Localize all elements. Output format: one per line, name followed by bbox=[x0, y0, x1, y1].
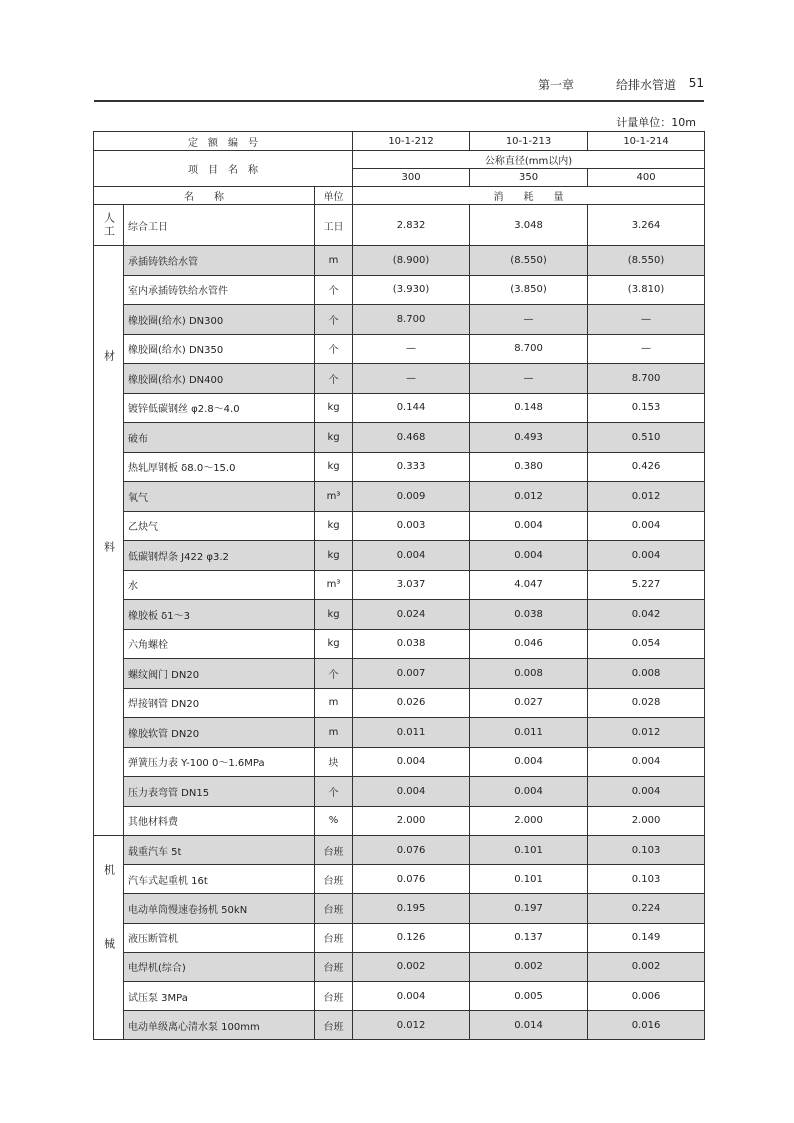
item-unit: kg bbox=[315, 511, 353, 541]
value-cell: 0.004 bbox=[588, 511, 705, 541]
value-cell: 0.153 bbox=[588, 393, 705, 423]
value-cell: 0.054 bbox=[588, 629, 705, 659]
page-header bbox=[94, 72, 704, 102]
table-row bbox=[94, 806, 705, 836]
item-name: 试压泵 3MPa bbox=[124, 981, 315, 1010]
value-cell: 0.493 bbox=[470, 423, 588, 453]
code-cell: 10-1-212 bbox=[353, 132, 470, 151]
value-cell: 0.012 bbox=[588, 718, 705, 748]
value-cell: — bbox=[353, 364, 470, 394]
table-row bbox=[94, 246, 705, 276]
value-cell: 0.197 bbox=[470, 894, 588, 923]
value-cell: 3.048 bbox=[470, 205, 588, 246]
table-row bbox=[94, 305, 705, 335]
value-cell: 0.004 bbox=[353, 777, 470, 807]
item-unit: kg bbox=[315, 629, 353, 659]
item-unit: 台班 bbox=[315, 981, 353, 1010]
value-cell: 0.101 bbox=[470, 865, 588, 894]
table-row bbox=[94, 600, 705, 630]
value-cell: 0.126 bbox=[353, 923, 470, 952]
table-row bbox=[94, 541, 705, 571]
value-cell: (8.900) bbox=[353, 246, 470, 276]
item-name: 焊接钢管 DN20 bbox=[124, 688, 315, 718]
value-cell: 0.027 bbox=[470, 688, 588, 718]
value-cell: 3.037 bbox=[353, 570, 470, 600]
value-cell: (3.930) bbox=[353, 275, 470, 305]
diameter-cell: 300 bbox=[353, 169, 470, 187]
item-unit: kg bbox=[315, 452, 353, 482]
item-unit: kg bbox=[315, 600, 353, 630]
item-unit: m³ bbox=[315, 482, 353, 512]
value-cell: 8.700 bbox=[588, 364, 705, 394]
quota-table bbox=[93, 131, 705, 1040]
value-cell: 0.426 bbox=[588, 452, 705, 482]
value-cell: 0.016 bbox=[588, 1011, 705, 1040]
table-row bbox=[94, 205, 705, 246]
item-unit: 个 bbox=[315, 305, 353, 335]
value-cell: 0.014 bbox=[470, 1011, 588, 1040]
value-cell: 0.076 bbox=[353, 865, 470, 894]
item-name: 乙炔气 bbox=[124, 511, 315, 541]
value-cell: 0.012 bbox=[353, 1011, 470, 1040]
value-cell: 0.046 bbox=[470, 629, 588, 659]
item-name: 电焊机(综合) bbox=[124, 952, 315, 981]
category-cell: 机械 bbox=[94, 836, 124, 1040]
table-row bbox=[94, 952, 705, 981]
item-unit: m bbox=[315, 718, 353, 748]
item-name: 压力表弯管 DN15 bbox=[124, 777, 315, 807]
item-name: 热轧厚钢板 δ8.0～15.0 bbox=[124, 452, 315, 482]
item-name: 其他材料费 bbox=[124, 806, 315, 836]
item-name: 室内承插铸铁给水管件 bbox=[124, 275, 315, 305]
table-row bbox=[94, 777, 705, 807]
value-cell: 0.038 bbox=[470, 600, 588, 630]
measure-unit: 计量单位：10m bbox=[616, 116, 696, 129]
item-unit: 台班 bbox=[315, 1011, 353, 1040]
value-cell: 0.026 bbox=[353, 688, 470, 718]
item-name: 汽车式起重机 16t bbox=[124, 865, 315, 894]
value-cell: 0.009 bbox=[353, 482, 470, 512]
value-cell: — bbox=[588, 305, 705, 335]
value-cell: 2.000 bbox=[470, 806, 588, 836]
item-name: 低碳钢焊条 J422 φ3.2 bbox=[124, 541, 315, 571]
value-cell: 0.224 bbox=[588, 894, 705, 923]
value-cell: 0.002 bbox=[353, 952, 470, 981]
value-cell: 0.004 bbox=[470, 747, 588, 777]
value-cell: 0.103 bbox=[588, 865, 705, 894]
item-unit: 台班 bbox=[315, 894, 353, 923]
table-row bbox=[94, 570, 705, 600]
chapter-label: 第一章 bbox=[537, 78, 574, 92]
table-row bbox=[94, 923, 705, 952]
item-unit: 块 bbox=[315, 747, 353, 777]
item-name: 电动单筒慢速卷扬机 50kN bbox=[124, 894, 315, 923]
value-cell: 0.005 bbox=[470, 981, 588, 1010]
item-unit: 台班 bbox=[315, 952, 353, 981]
value-cell: 0.137 bbox=[470, 923, 588, 952]
value-cell: 0.144 bbox=[353, 393, 470, 423]
table-row bbox=[94, 511, 705, 541]
item-name-label: 项 目 名 称 bbox=[94, 151, 353, 187]
item-name: 综合工日 bbox=[124, 205, 315, 246]
value-cell: 0.004 bbox=[353, 981, 470, 1010]
item-name: 承插铸铁给水管 bbox=[124, 246, 315, 276]
value-cell: 0.002 bbox=[470, 952, 588, 981]
value-cell: 0.004 bbox=[353, 541, 470, 571]
item-unit: % bbox=[315, 806, 353, 836]
value-cell: (3.810) bbox=[588, 275, 705, 305]
diameter-label: 公称直径(mm以内) bbox=[353, 151, 705, 169]
value-cell: 0.007 bbox=[353, 659, 470, 689]
value-cell: 0.101 bbox=[470, 836, 588, 865]
item-name: 镀锌低碳钢丝 φ2.8～4.0 bbox=[124, 393, 315, 423]
table-row bbox=[94, 364, 705, 394]
value-cell: 0.011 bbox=[470, 718, 588, 748]
value-cell: 0.012 bbox=[588, 482, 705, 512]
value-cell: 4.047 bbox=[470, 570, 588, 600]
item-unit: 个 bbox=[315, 364, 353, 394]
item-unit: 个 bbox=[315, 777, 353, 807]
value-cell: 0.008 bbox=[470, 659, 588, 689]
table-row bbox=[94, 482, 705, 512]
value-cell: 2.000 bbox=[353, 806, 470, 836]
item-name: 水 bbox=[124, 570, 315, 600]
chapter-title: 给排水管道 bbox=[615, 78, 676, 92]
item-unit: kg bbox=[315, 423, 353, 453]
item-name: 氧气 bbox=[124, 482, 315, 512]
column-header-row bbox=[94, 187, 705, 205]
item-name: 液压断管机 bbox=[124, 923, 315, 952]
item-unit: m bbox=[315, 688, 353, 718]
value-cell: — bbox=[470, 364, 588, 394]
value-cell: 2.832 bbox=[353, 205, 470, 246]
value-cell: 0.003 bbox=[353, 511, 470, 541]
table-row bbox=[94, 275, 705, 305]
item-name: 破布 bbox=[124, 423, 315, 453]
value-cell: 0.006 bbox=[588, 981, 705, 1010]
value-cell: 0.148 bbox=[470, 393, 588, 423]
table-row bbox=[94, 688, 705, 718]
table-row bbox=[94, 423, 705, 453]
table-row bbox=[94, 334, 705, 364]
value-cell: (3.850) bbox=[470, 275, 588, 305]
value-cell: 0.004 bbox=[470, 541, 588, 571]
item-name: 橡胶圈(给水) DN350 bbox=[124, 334, 315, 364]
item-name: 螺纹阀门 DN20 bbox=[124, 659, 315, 689]
unit-header: 单位 bbox=[315, 187, 353, 205]
item-unit: kg bbox=[315, 393, 353, 423]
value-cell: 0.195 bbox=[353, 894, 470, 923]
value-cell: — bbox=[470, 305, 588, 335]
item-unit: m bbox=[315, 246, 353, 276]
item-name: 橡胶软管 DN20 bbox=[124, 718, 315, 748]
value-cell: 0.004 bbox=[353, 747, 470, 777]
diameter-cell: 400 bbox=[588, 169, 705, 187]
value-cell: (8.550) bbox=[588, 246, 705, 276]
item-unit: 台班 bbox=[315, 923, 353, 952]
value-cell: 0.002 bbox=[588, 952, 705, 981]
table-row bbox=[94, 452, 705, 482]
value-cell: 8.700 bbox=[353, 305, 470, 335]
item-name-row bbox=[94, 151, 705, 169]
table-row bbox=[94, 836, 705, 865]
table-row bbox=[94, 894, 705, 923]
value-cell: 2.000 bbox=[588, 806, 705, 836]
quota-code-row bbox=[94, 132, 705, 151]
value-cell: 0.103 bbox=[588, 836, 705, 865]
table-row bbox=[94, 981, 705, 1010]
item-unit: 台班 bbox=[315, 865, 353, 894]
value-cell: — bbox=[588, 334, 705, 364]
value-cell: 0.004 bbox=[588, 747, 705, 777]
page-number: 51 bbox=[688, 76, 704, 90]
value-cell: 0.042 bbox=[588, 600, 705, 630]
value-cell: 0.004 bbox=[470, 511, 588, 541]
item-name: 橡胶板 δ1～3 bbox=[124, 600, 315, 630]
value-cell: 5.227 bbox=[588, 570, 705, 600]
item-name: 橡胶圈(给水) DN300 bbox=[124, 305, 315, 335]
value-cell: 0.333 bbox=[353, 452, 470, 482]
table-row bbox=[94, 629, 705, 659]
diameter-cell: 350 bbox=[470, 169, 588, 187]
table-row bbox=[94, 393, 705, 423]
item-name: 橡胶圈(给水) DN400 bbox=[124, 364, 315, 394]
item-unit: 个 bbox=[315, 275, 353, 305]
value-cell: (8.550) bbox=[470, 246, 588, 276]
value-cell: 0.038 bbox=[353, 629, 470, 659]
item-name: 弹簧压力表 Y-100 0～1.6MPa bbox=[124, 747, 315, 777]
value-cell: 0.510 bbox=[588, 423, 705, 453]
name-header: 名 称 bbox=[94, 187, 315, 205]
item-unit: m³ bbox=[315, 570, 353, 600]
value-cell: 0.024 bbox=[353, 600, 470, 630]
table-row bbox=[94, 718, 705, 748]
table-row bbox=[94, 1011, 705, 1040]
item-unit: 台班 bbox=[315, 836, 353, 865]
item-unit: 个 bbox=[315, 659, 353, 689]
value-cell: 0.011 bbox=[353, 718, 470, 748]
item-unit: 个 bbox=[315, 334, 353, 364]
item-name: 六角螺栓 bbox=[124, 629, 315, 659]
category-cell: 材料 bbox=[94, 246, 124, 836]
table-row bbox=[94, 865, 705, 894]
value-cell: 0.149 bbox=[588, 923, 705, 952]
value-cell: 0.468 bbox=[353, 423, 470, 453]
code-cell: 10-1-213 bbox=[470, 132, 588, 151]
code-cell: 10-1-214 bbox=[588, 132, 705, 151]
value-cell: — bbox=[353, 334, 470, 364]
item-unit: 工日 bbox=[315, 205, 353, 246]
value-cell: 3.264 bbox=[588, 205, 705, 246]
item-unit: kg bbox=[315, 541, 353, 571]
value-cell: 0.028 bbox=[588, 688, 705, 718]
value-cell: 0.380 bbox=[470, 452, 588, 482]
value-cell: 0.004 bbox=[588, 777, 705, 807]
value-cell: 8.700 bbox=[470, 334, 588, 364]
value-cell: 0.012 bbox=[470, 482, 588, 512]
value-cell: 0.008 bbox=[588, 659, 705, 689]
value-cell: 0.076 bbox=[353, 836, 470, 865]
consumption-header: 消 耗 量 bbox=[353, 187, 705, 205]
table-row bbox=[94, 659, 705, 689]
item-name: 载重汽车 5t bbox=[124, 836, 315, 865]
table-row bbox=[94, 747, 705, 777]
value-cell: 0.004 bbox=[470, 777, 588, 807]
value-cell: 0.004 bbox=[588, 541, 705, 571]
category-cell: 人工 bbox=[94, 205, 124, 246]
item-name: 电动单级离心清水泵 100mm bbox=[124, 1011, 315, 1040]
quota-code-label: 定 额 编 号 bbox=[94, 132, 353, 151]
